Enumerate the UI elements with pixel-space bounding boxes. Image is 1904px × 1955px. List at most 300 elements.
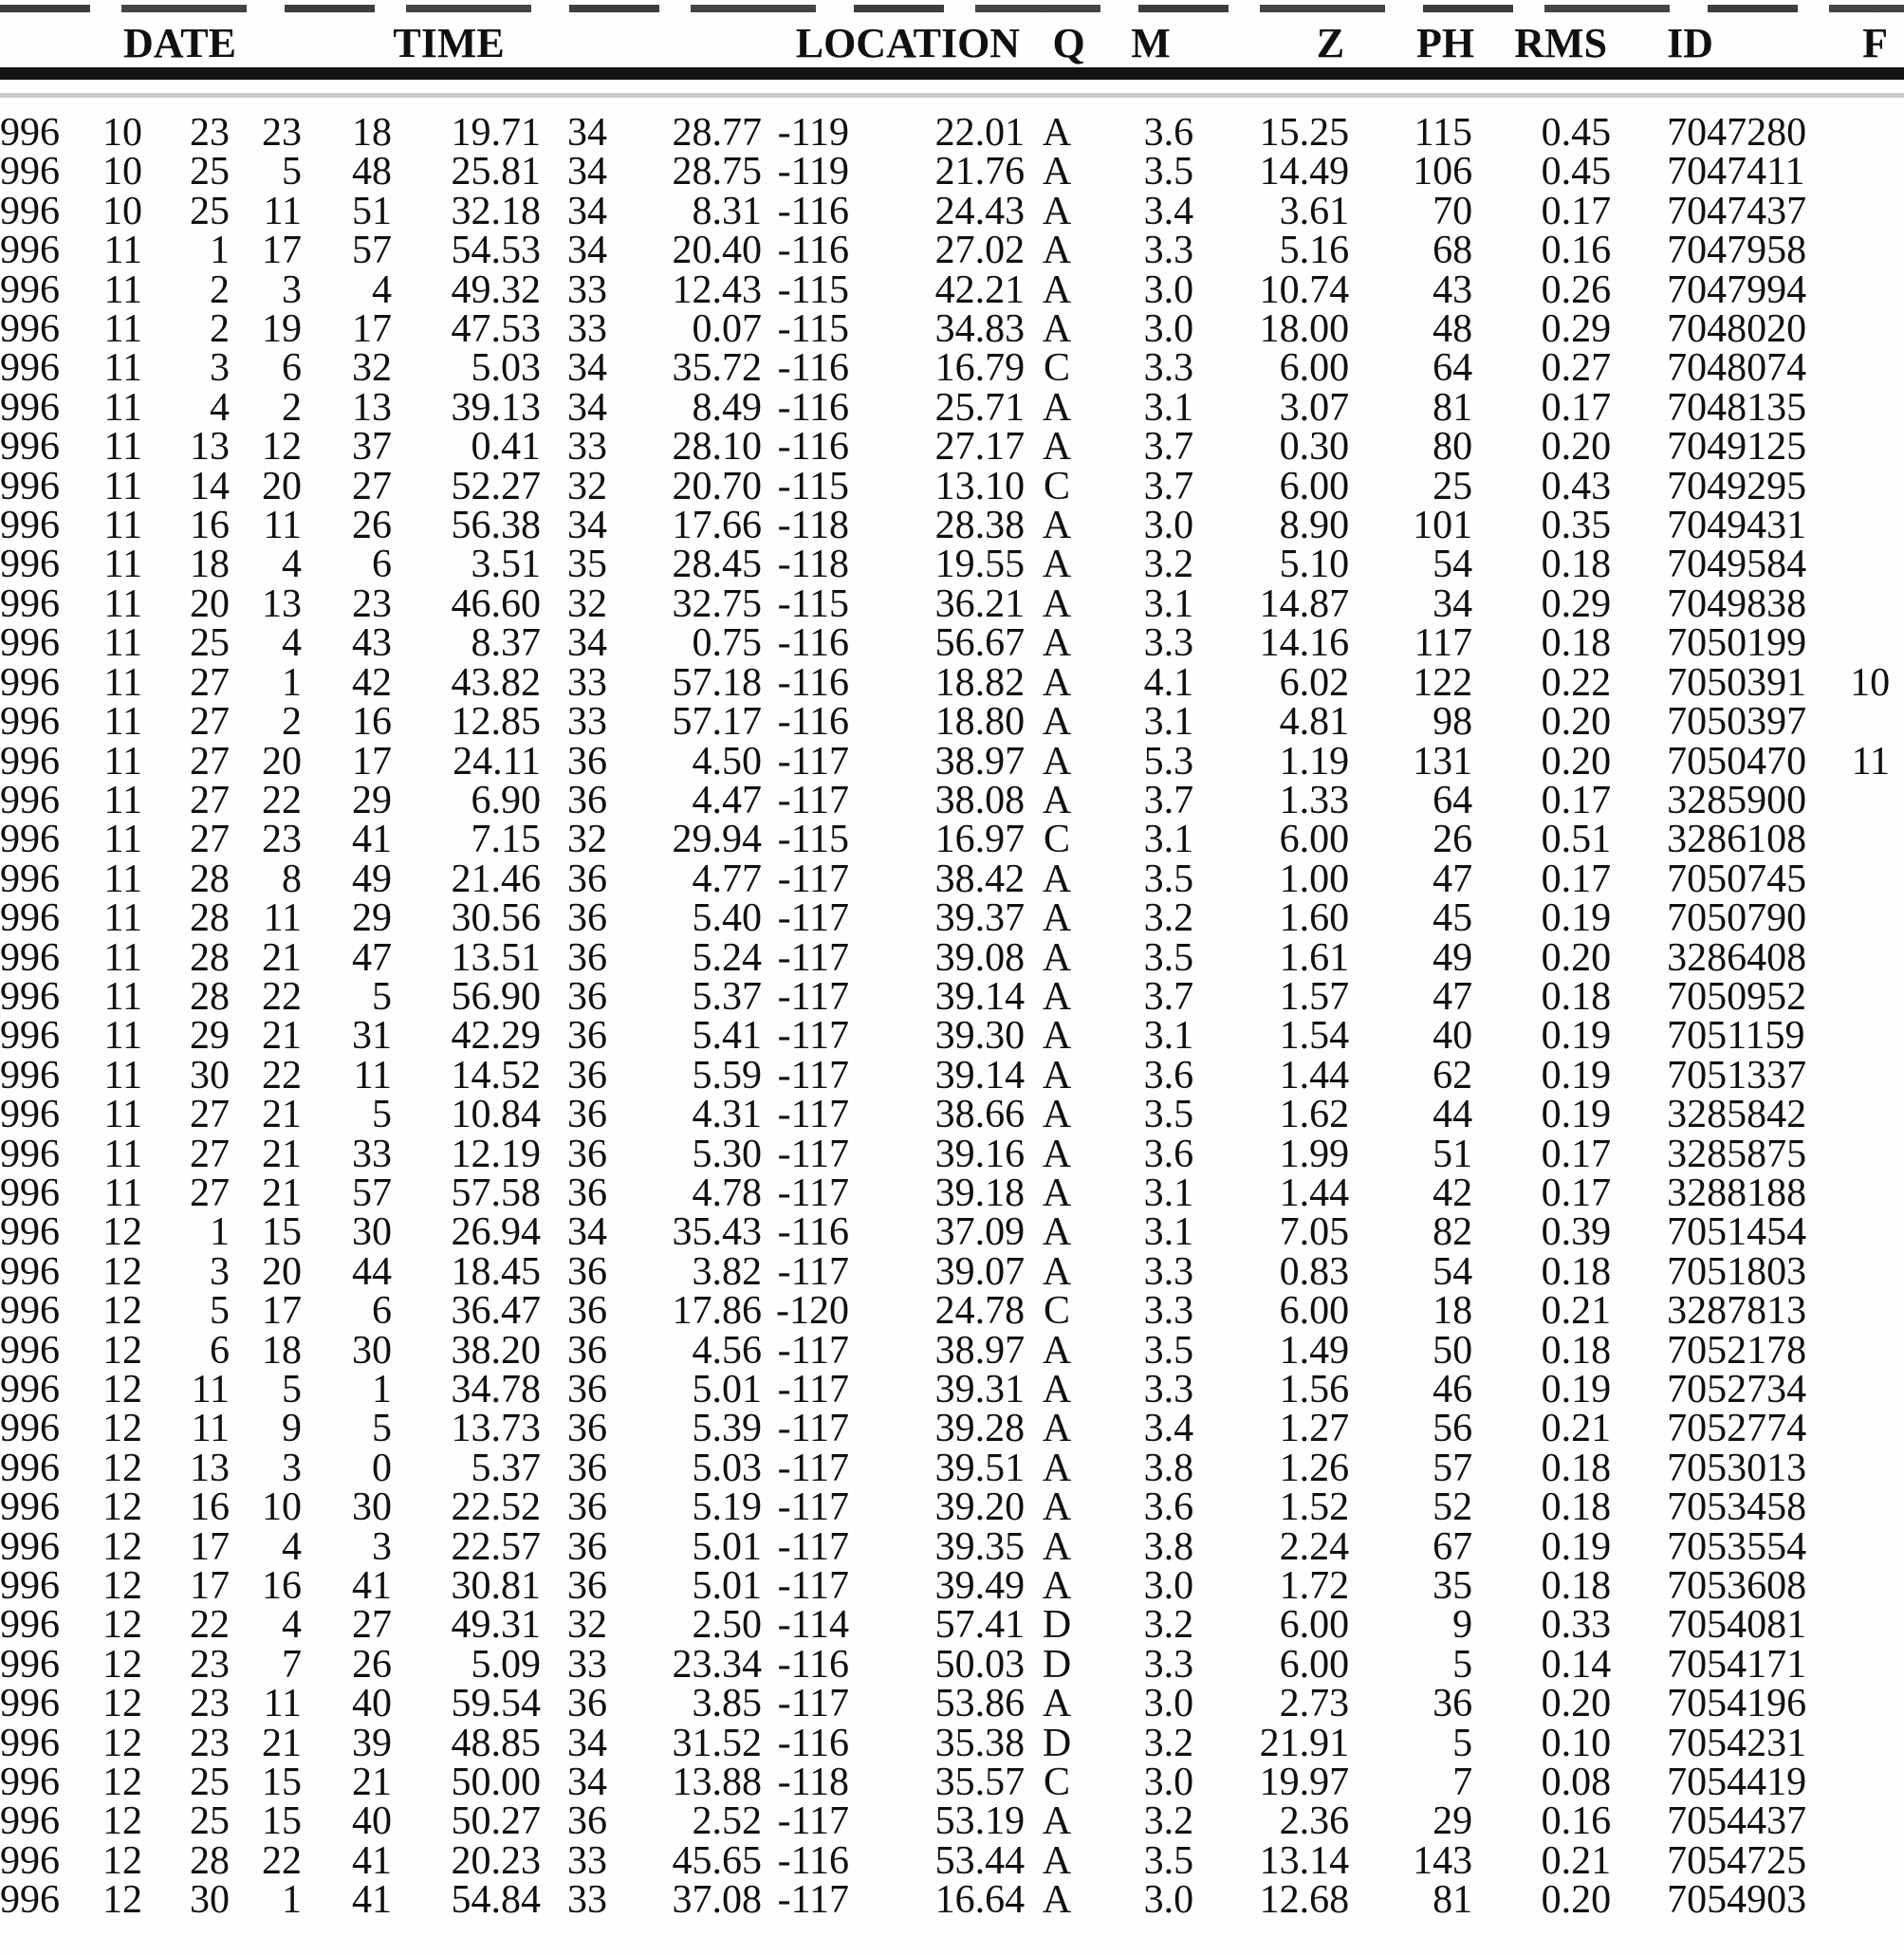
cell-f bbox=[1812, 468, 1904, 507]
cell-id: 7054419 bbox=[1667, 1761, 1807, 1805]
cell-day: 2 bbox=[210, 267, 231, 312]
cell-month: 12 bbox=[102, 1682, 142, 1726]
cell-q: A bbox=[1042, 385, 1072, 430]
cell-second: 22.52 bbox=[451, 1485, 542, 1530]
cell-minute: 21 bbox=[352, 1761, 393, 1805]
cell-lat-min: 5.01 bbox=[692, 1564, 763, 1609]
cell-lon-min: 16.64 bbox=[934, 1878, 1026, 1923]
cell-minute: 57 bbox=[352, 229, 393, 273]
cell-id: 7050745 bbox=[1667, 857, 1807, 901]
cell-id: 7050790 bbox=[1667, 896, 1807, 941]
table-row bbox=[0, 664, 1904, 703]
cell-day: 1 bbox=[210, 229, 231, 273]
cell-z: 12.68 bbox=[1259, 1878, 1350, 1923]
cell-year: 996 bbox=[0, 1682, 60, 1726]
cell-lat-min: 5.01 bbox=[692, 1524, 763, 1569]
cell-lat-min: 0.07 bbox=[692, 307, 763, 352]
cell-rms: 0.18 bbox=[1541, 1564, 1612, 1609]
cell-lon-deg: -116 bbox=[777, 1721, 850, 1765]
cell-lat-min: 3.85 bbox=[692, 1682, 763, 1726]
cell-q: A bbox=[1042, 974, 1072, 1019]
cell-lon-min: 21.76 bbox=[934, 150, 1026, 194]
cell-day: 27 bbox=[190, 739, 231, 784]
cell-f bbox=[1812, 703, 1904, 742]
cell-hour: 15 bbox=[262, 1761, 303, 1805]
cell-z: 1.57 bbox=[1279, 974, 1350, 1019]
cell-lat-min: 13.88 bbox=[672, 1761, 763, 1805]
cell-z: 1.44 bbox=[1279, 1171, 1350, 1215]
cell-year: 996 bbox=[0, 1838, 60, 1883]
cell-second: 13.51 bbox=[451, 935, 542, 980]
cell-z: 1.56 bbox=[1279, 1368, 1350, 1411]
cell-minute: 32 bbox=[352, 346, 393, 391]
cell-month: 11 bbox=[103, 346, 142, 391]
cell-hour: 5 bbox=[282, 150, 303, 194]
cell-f bbox=[1812, 1606, 1904, 1645]
cell-id: 7047280 bbox=[1667, 111, 1807, 155]
cell-minute: 42 bbox=[352, 660, 393, 705]
cell-ph: 52 bbox=[1433, 1485, 1473, 1530]
cell-m: 3.3 bbox=[1143, 1642, 1194, 1687]
cell-minute: 3 bbox=[372, 1524, 393, 1569]
cell-year: 996 bbox=[0, 700, 60, 745]
cell-month: 12 bbox=[102, 1249, 142, 1294]
cell-q: A bbox=[1042, 1799, 1072, 1844]
cell-lon-min: 39.08 bbox=[934, 935, 1026, 980]
cell-lat-deg: 36 bbox=[567, 1053, 608, 1097]
cell-f bbox=[1812, 1646, 1904, 1685]
cell-z: 1.44 bbox=[1279, 1053, 1350, 1097]
cell-second: 24.11 bbox=[453, 739, 542, 784]
cell-m: 3.1 bbox=[1143, 581, 1194, 626]
cell-second: 32.18 bbox=[451, 189, 542, 233]
cell-rms: 0.17 bbox=[1541, 189, 1612, 233]
cell-q: A bbox=[1042, 739, 1072, 784]
cell-second: 19.71 bbox=[451, 111, 542, 155]
cell-z: 1.49 bbox=[1279, 1328, 1350, 1373]
cell-m: 3.6 bbox=[1143, 1053, 1194, 1097]
cell-rms: 0.18 bbox=[1541, 1485, 1612, 1530]
cell-lat-min: 4.50 bbox=[692, 739, 763, 784]
cell-day: 20 bbox=[190, 581, 231, 626]
cell-z: 2.24 bbox=[1279, 1524, 1350, 1569]
cell-lon-deg: -117 bbox=[777, 1014, 850, 1059]
cell-second: 22.57 bbox=[451, 1524, 542, 1569]
cell-lon-min: 18.80 bbox=[934, 700, 1026, 745]
cell-lat-min: 5.41 bbox=[692, 1014, 763, 1059]
cell-lat-min: 45.65 bbox=[672, 1838, 763, 1883]
cell-m: 3.1 bbox=[1143, 700, 1194, 745]
cell-hour: 13 bbox=[262, 581, 303, 626]
cell-lat-deg: 36 bbox=[567, 1171, 608, 1215]
cell-second: 10.84 bbox=[451, 1093, 542, 1137]
cell-hour: 11 bbox=[263, 504, 303, 548]
cell-second: 20.23 bbox=[451, 1838, 542, 1883]
cell-month: 11 bbox=[103, 1132, 142, 1176]
cell-second: 59.54 bbox=[451, 1682, 542, 1726]
cell-q: A bbox=[1042, 778, 1072, 822]
cell-q: A bbox=[1042, 543, 1072, 587]
cell-ph: 80 bbox=[1433, 425, 1473, 470]
cell-id: 7048074 bbox=[1667, 346, 1807, 391]
cell-day: 23 bbox=[190, 1721, 231, 1765]
cell-second: 56.90 bbox=[451, 974, 542, 1019]
cell-id: 3286108 bbox=[1667, 818, 1807, 862]
cell-lat-deg: 32 bbox=[567, 1603, 608, 1648]
cell-ph: 48 bbox=[1433, 307, 1473, 352]
cell-rms: 0.35 bbox=[1541, 504, 1612, 548]
cell-year: 996 bbox=[0, 346, 60, 391]
cell-lon-deg: -117 bbox=[777, 778, 850, 822]
cell-z: 2.73 bbox=[1279, 1682, 1350, 1726]
cell-z: 0.30 bbox=[1279, 425, 1350, 470]
cell-lon-deg: -118 bbox=[777, 543, 850, 587]
cell-rms: 0.20 bbox=[1541, 1682, 1612, 1726]
table-row bbox=[0, 153, 1904, 192]
cell-rms: 0.20 bbox=[1541, 1878, 1612, 1923]
header-id: ID bbox=[1615, 0, 1812, 74]
cell-minute: 30 bbox=[352, 1210, 393, 1255]
cell-f bbox=[1812, 782, 1904, 821]
cell-id: 7050470 bbox=[1667, 739, 1807, 784]
cell-minute: 23 bbox=[352, 581, 393, 626]
cell-lat-deg: 36 bbox=[567, 896, 608, 941]
table-row bbox=[0, 939, 1904, 978]
cell-month: 11 bbox=[103, 543, 142, 587]
cell-ph: 98 bbox=[1433, 700, 1473, 745]
header-date: DATE bbox=[0, 0, 234, 74]
cell-f bbox=[1812, 585, 1904, 624]
cell-f: 11 bbox=[1851, 739, 1891, 784]
cell-lat-min: 29.94 bbox=[672, 818, 763, 862]
cell-hour: 21 bbox=[262, 1014, 303, 1059]
cell-id: 7050952 bbox=[1667, 974, 1807, 1019]
table-row bbox=[0, 1253, 1904, 1292]
cell-day: 3 bbox=[210, 346, 231, 391]
cell-q: A bbox=[1042, 1407, 1072, 1451]
cell-ph: 68 bbox=[1433, 229, 1473, 273]
cell-hour: 2 bbox=[282, 700, 303, 745]
cell-lon-deg: -115 bbox=[777, 464, 850, 508]
cell-second: 21.46 bbox=[451, 857, 542, 901]
cell-lon-min: 38.08 bbox=[934, 778, 1026, 822]
cell-ph: 64 bbox=[1433, 778, 1473, 822]
cell-day: 13 bbox=[190, 425, 231, 470]
cell-lat-deg: 32 bbox=[567, 464, 608, 508]
cell-year: 996 bbox=[0, 464, 60, 508]
cell-f bbox=[1812, 1488, 1904, 1527]
cell-z: 13.14 bbox=[1259, 1838, 1350, 1883]
cell-minute: 43 bbox=[352, 621, 393, 666]
cell-second: 30.81 bbox=[451, 1564, 542, 1609]
cell-m: 3.3 bbox=[1143, 1368, 1194, 1411]
cell-hour: 22 bbox=[262, 778, 303, 822]
cell-month: 11 bbox=[103, 464, 142, 508]
cell-month: 12 bbox=[102, 1838, 142, 1883]
cell-second: 56.38 bbox=[451, 504, 542, 548]
cell-year: 996 bbox=[0, 150, 60, 194]
cell-f bbox=[1812, 1135, 1904, 1174]
cell-month: 12 bbox=[102, 1564, 142, 1609]
cell-second: 47.53 bbox=[451, 307, 542, 352]
cell-m: 3.8 bbox=[1143, 1446, 1194, 1490]
cell-f bbox=[1812, 1096, 1904, 1134]
cell-f bbox=[1812, 978, 1904, 1017]
cell-day: 25 bbox=[190, 621, 231, 666]
cell-f bbox=[1812, 1567, 1904, 1606]
cell-lon-min: 25.71 bbox=[934, 385, 1026, 430]
cell-id: 7051454 bbox=[1667, 1210, 1807, 1255]
cell-second: 25.81 bbox=[451, 150, 542, 194]
cell-minute: 57 bbox=[352, 1171, 393, 1215]
cell-ph: 67 bbox=[1433, 1524, 1473, 1569]
cell-lon-deg: -115 bbox=[777, 267, 850, 312]
cell-m: 3.1 bbox=[1143, 385, 1194, 430]
cell-month: 12 bbox=[102, 1328, 142, 1373]
cell-lon-min: 53.86 bbox=[934, 1682, 1026, 1726]
cell-ph: 5 bbox=[1452, 1642, 1473, 1687]
cell-lat-deg: 36 bbox=[567, 1289, 608, 1334]
cell-lon-deg: -117 bbox=[777, 739, 850, 784]
cell-day: 28 bbox=[190, 935, 231, 980]
cell-month: 11 bbox=[103, 581, 142, 626]
cell-ph: 117 bbox=[1414, 621, 1473, 666]
cell-lat-deg: 36 bbox=[567, 1014, 608, 1059]
cell-z: 1.60 bbox=[1279, 896, 1350, 941]
cell-second: 34.78 bbox=[451, 1368, 542, 1411]
cell-month: 11 bbox=[103, 425, 142, 470]
cell-lat-deg: 36 bbox=[567, 739, 608, 784]
cell-lat-min: 2.50 bbox=[692, 1603, 763, 1648]
cell-m: 3.0 bbox=[1143, 267, 1194, 312]
table-row bbox=[0, 743, 1904, 782]
table-row bbox=[0, 624, 1904, 663]
cell-ph: 131 bbox=[1413, 739, 1473, 784]
cell-rms: 0.20 bbox=[1541, 425, 1612, 470]
cell-lon-deg: -117 bbox=[777, 1249, 850, 1294]
header-f: F bbox=[1812, 0, 1904, 74]
cell-lon-deg: -117 bbox=[777, 1564, 850, 1609]
cell-lon-min: 16.79 bbox=[934, 346, 1026, 391]
cell-z: 3.61 bbox=[1279, 189, 1350, 233]
cell-minute: 6 bbox=[372, 1289, 393, 1334]
cell-month: 11 bbox=[103, 896, 142, 941]
cell-ph: 25 bbox=[1433, 464, 1473, 508]
table-row bbox=[0, 1528, 1904, 1567]
cell-second: 12.19 bbox=[451, 1132, 542, 1176]
cell-ph: 57 bbox=[1433, 1446, 1473, 1490]
cell-minute: 41 bbox=[352, 1564, 393, 1609]
cell-lat-deg: 36 bbox=[567, 1446, 608, 1490]
cell-month: 12 bbox=[102, 1761, 142, 1805]
cell-z: 1.27 bbox=[1279, 1407, 1350, 1451]
cell-year: 996 bbox=[0, 818, 60, 862]
cell-lat-min: 32.75 bbox=[672, 581, 763, 626]
table-row bbox=[0, 1096, 1904, 1134]
table-row bbox=[0, 1213, 1904, 1252]
cell-ph: 115 bbox=[1414, 111, 1473, 155]
cell-second: 38.20 bbox=[451, 1328, 542, 1373]
cell-day: 17 bbox=[190, 1524, 231, 1569]
cell-lon-deg: -117 bbox=[777, 935, 850, 980]
cell-rms: 0.19 bbox=[1541, 1368, 1612, 1411]
cell-ph: 45 bbox=[1433, 896, 1473, 941]
cell-q: A bbox=[1042, 896, 1072, 941]
cell-lat-deg: 34 bbox=[567, 346, 608, 391]
cell-minute: 4 bbox=[372, 267, 393, 312]
table-row bbox=[0, 271, 1904, 310]
cell-hour: 23 bbox=[262, 818, 303, 862]
cell-rms: 0.19 bbox=[1541, 1014, 1612, 1059]
cell-z: 1.52 bbox=[1279, 1485, 1350, 1530]
cell-rms: 0.33 bbox=[1541, 1603, 1612, 1648]
cell-lat-min: 5.24 bbox=[692, 935, 763, 980]
cell-day: 27 bbox=[190, 1171, 231, 1215]
cell-hour: 21 bbox=[262, 1171, 303, 1215]
cell-q: A bbox=[1042, 111, 1072, 155]
cell-m: 3.2 bbox=[1143, 1799, 1194, 1844]
cell-year: 996 bbox=[0, 1210, 60, 1255]
cell-year: 996 bbox=[0, 189, 60, 233]
cell-lon-min: 50.03 bbox=[934, 1642, 1026, 1687]
cell-lat-deg: 34 bbox=[567, 150, 608, 194]
cell-q: A bbox=[1042, 425, 1072, 470]
cell-day: 30 bbox=[190, 1053, 231, 1097]
cell-second: 50.27 bbox=[451, 1799, 542, 1844]
cell-day: 27 bbox=[190, 778, 231, 822]
cell-lon-min: 13.10 bbox=[934, 464, 1026, 508]
cell-month: 11 bbox=[103, 778, 142, 822]
cell-f bbox=[1812, 1371, 1904, 1410]
cell-ph: 81 bbox=[1433, 1878, 1473, 1923]
cell-second: 8.37 bbox=[471, 621, 542, 666]
cell-lon-min: 38.42 bbox=[934, 857, 1026, 901]
cell-hour: 15 bbox=[262, 1210, 303, 1255]
cell-z: 1.33 bbox=[1279, 778, 1350, 822]
cell-day: 5 bbox=[210, 1289, 231, 1334]
table-row bbox=[0, 1332, 1904, 1371]
cell-id: 7050397 bbox=[1667, 700, 1807, 745]
cell-second: 52.27 bbox=[451, 464, 542, 508]
cell-hour: 20 bbox=[262, 739, 303, 784]
table-row bbox=[0, 1488, 1904, 1527]
cell-lat-min: 20.70 bbox=[672, 464, 763, 508]
cell-ph: 106 bbox=[1413, 150, 1473, 194]
cell-lat-min: 28.77 bbox=[672, 111, 763, 155]
cell-z: 6.00 bbox=[1279, 1289, 1350, 1334]
cell-year: 996 bbox=[0, 1878, 60, 1923]
cell-z: 1.99 bbox=[1279, 1132, 1350, 1176]
cell-id: 7049584 bbox=[1667, 543, 1807, 587]
cell-lat-min: 57.17 bbox=[672, 700, 763, 745]
cell-minute: 27 bbox=[352, 1603, 393, 1648]
cell-day: 27 bbox=[190, 700, 231, 745]
table-row bbox=[0, 1567, 1904, 1606]
cell-day: 25 bbox=[190, 189, 231, 233]
cell-ph: 5 bbox=[1452, 1721, 1473, 1765]
cell-lat-deg: 34 bbox=[567, 1210, 608, 1255]
cell-second: 14.52 bbox=[451, 1053, 542, 1097]
cell-lon-deg: -116 bbox=[777, 621, 850, 666]
cell-lon-min: 39.14 bbox=[934, 974, 1026, 1019]
cell-q: C bbox=[1044, 1289, 1071, 1334]
cell-minute: 30 bbox=[352, 1485, 393, 1530]
cell-m: 3.7 bbox=[1143, 778, 1194, 822]
cell-year: 996 bbox=[0, 1171, 60, 1215]
cell-f bbox=[1812, 1213, 1904, 1252]
cell-q: A bbox=[1042, 1328, 1072, 1373]
cell-q: C bbox=[1044, 464, 1071, 508]
cell-day: 16 bbox=[190, 504, 231, 548]
cell-hour: 20 bbox=[262, 1249, 303, 1294]
cell-lon-deg: -116 bbox=[777, 1838, 850, 1883]
cell-lat-deg: 36 bbox=[567, 1799, 608, 1844]
cell-lon-min: 39.14 bbox=[934, 1053, 1026, 1097]
cell-lat-deg: 36 bbox=[567, 1485, 608, 1530]
cell-lon-min: 36.21 bbox=[934, 581, 1026, 626]
cell-id: 7053013 bbox=[1667, 1446, 1807, 1490]
cell-year: 996 bbox=[0, 385, 60, 430]
cell-hour: 11 bbox=[263, 189, 303, 233]
cell-year: 996 bbox=[0, 1799, 60, 1844]
cell-lat-deg: 33 bbox=[567, 267, 608, 312]
cell-m: 3.3 bbox=[1143, 229, 1194, 273]
cell-rms: 0.19 bbox=[1541, 1093, 1612, 1137]
table-row bbox=[0, 545, 1904, 584]
cell-lat-min: 57.18 bbox=[672, 660, 763, 705]
table-row bbox=[0, 782, 1904, 821]
cell-rms: 0.18 bbox=[1541, 1328, 1612, 1373]
cell-lat-min: 23.34 bbox=[672, 1642, 763, 1687]
cell-q: A bbox=[1042, 621, 1072, 666]
cell-id: 7054171 bbox=[1667, 1642, 1807, 1687]
cell-f bbox=[1812, 1528, 1904, 1567]
cell-lon-min: 38.66 bbox=[934, 1093, 1026, 1137]
cell-lon-min: 39.51 bbox=[934, 1446, 1026, 1490]
cell-ph: 29 bbox=[1433, 1799, 1473, 1844]
cell-lon-deg: -117 bbox=[777, 1446, 850, 1490]
cell-day: 23 bbox=[190, 1682, 231, 1726]
cell-month: 11 bbox=[103, 818, 142, 862]
cell-rms: 0.51 bbox=[1541, 818, 1612, 862]
cell-f bbox=[1812, 821, 1904, 859]
cell-hour: 4 bbox=[282, 1603, 303, 1648]
cell-minute: 29 bbox=[352, 896, 393, 941]
cell-day: 11 bbox=[191, 1368, 231, 1411]
cell-m: 3.3 bbox=[1143, 1289, 1194, 1334]
cell-minute: 30 bbox=[352, 1328, 393, 1373]
cell-lat-deg: 34 bbox=[567, 385, 608, 430]
cell-m: 3.0 bbox=[1143, 1564, 1194, 1609]
cell-lon-deg: -116 bbox=[777, 346, 850, 391]
cell-z: 21.91 bbox=[1259, 1721, 1350, 1765]
cell-ph: 62 bbox=[1433, 1053, 1473, 1097]
cell-year: 996 bbox=[0, 1368, 60, 1411]
cell-m: 3.5 bbox=[1143, 150, 1194, 194]
cell-year: 996 bbox=[0, 111, 60, 155]
cell-q: A bbox=[1042, 1093, 1072, 1137]
cell-lon-min: 39.18 bbox=[934, 1171, 1026, 1215]
cell-lat-deg: 33 bbox=[567, 425, 608, 470]
cell-m: 3.0 bbox=[1143, 1878, 1194, 1923]
header-q: Q bbox=[1028, 0, 1085, 74]
cell-id: 7054081 bbox=[1667, 1603, 1807, 1648]
cell-m: 3.5 bbox=[1143, 857, 1194, 901]
cell-month: 12 bbox=[102, 1721, 142, 1765]
cell-month: 11 bbox=[103, 700, 142, 745]
cell-lat-min: 8.49 bbox=[692, 385, 763, 430]
cell-id: 7051803 bbox=[1667, 1249, 1807, 1294]
